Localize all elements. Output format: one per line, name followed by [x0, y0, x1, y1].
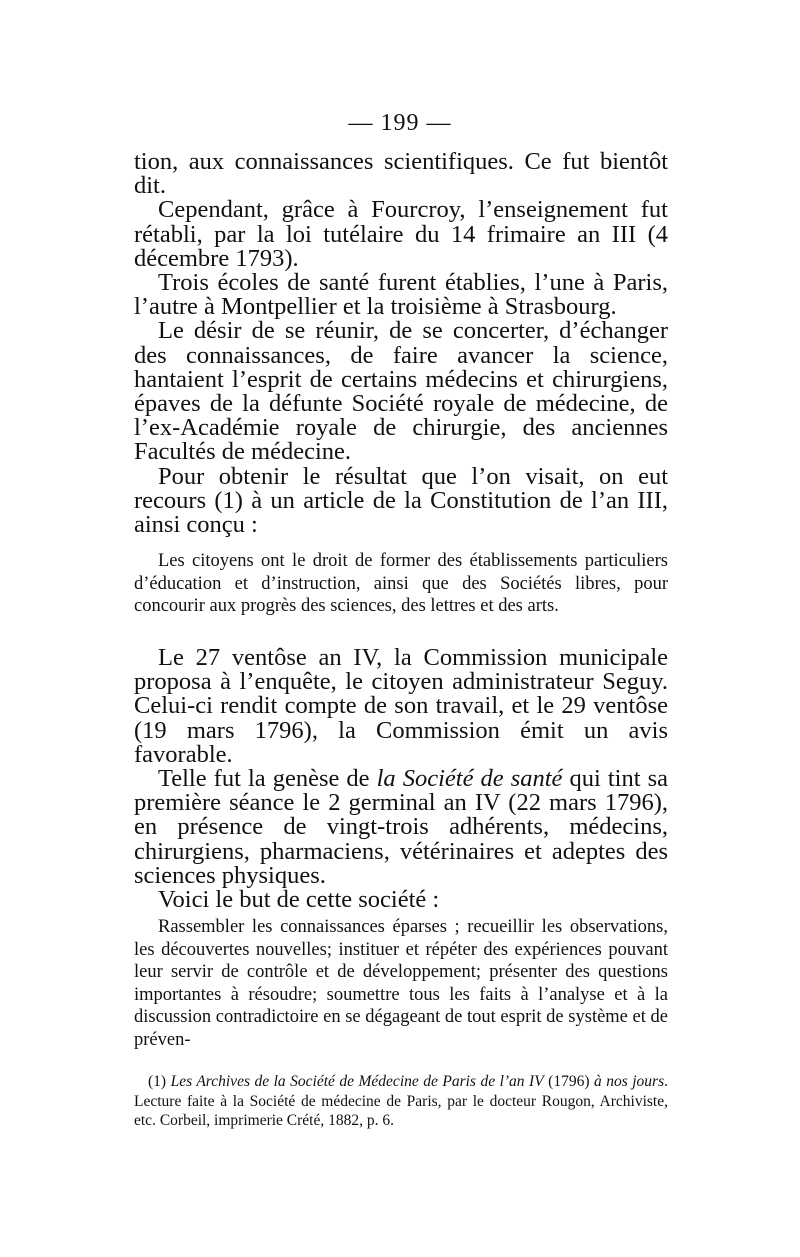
footnote-rest: . Lecture faite à la Société de médecine de Paris, par le docteur Rougon, Archiviste, etc. Corbeil, imprimerie Crété, 1882, p. 6.: [134, 1073, 668, 1129]
footnote-subtitle: à nos jours: [593, 1073, 665, 1090]
footnote-title: Les Archives de la Société de Médecine de Paris de l’an IV: [170, 1073, 544, 1090]
quote-text: Rassembler les connaissances éparses ; recueillir les observations, les découvertes nouvelles; instituer et répéter des expériences pouvant leur servir de contrôle et de développement; présenter des questions importantes à résoudre; soumettre tous les faits à l’analyse et à la discussion contradictoire en se dégageant de tout esprit de système et de préven-: [134, 917, 668, 1050]
paragraph-ventose: Le 27 ventôse an IV, la Commission municipale proposa à l’enquête, le citoyen administrateur Seguy. Celui-ci rendit compte de son travail, et le 29 ventôse (19 mars 1796), la Commission émit un avis favorable.: [134, 644, 668, 768]
societe-de-sante-title: la Société de santé: [376, 765, 563, 793]
quote-text: Les citoyens ont le droit de former des établissements particuliers d’éducation et d’instruction, ainsi que des Sociétés libres, pour concourir aux progrès des sciences, des lettres et des arts.: [134, 551, 668, 616]
main-text-section-2: [134, 646, 668, 912]
footnote-years: (1796): [543, 1073, 594, 1090]
paragraph-desir-de-se-reunir: Le désir de se réunir, de se concerter, d’échanger des connaissances, de faire avancer la science, hantaient l’esprit de certains médecins et chirurgiens, épaves de la défunte Société royale de médecine, de l’ex-Académie royale de chirurgie, des anciennes Facultés de médecine.: [134, 317, 668, 466]
footnote-text: [134, 1072, 668, 1131]
society-goal-quote: [134, 916, 668, 1051]
footnote: [134, 1072, 668, 1131]
genese-text-end: qui tint sa première séance le 2 germinal an IV (22 mars 1796), en présence de vingt-trois adhérents, médecins, chirurgiens, pharmaciens, vétérinaires et adeptes des sciences physiques.: [134, 765, 669, 889]
footnote-marker: (1): [148, 1073, 171, 1090]
main-text-section-1: [134, 150, 668, 537]
genese-text-start: Telle fut la genèse de: [158, 765, 377, 793]
paragraph-continuation: tion, aux connaissances scientifiques. Ce fut bientôt dit.: [134, 148, 668, 200]
paragraph-ecoles-de-sante: Trois écoles de santé furent établies, l’une à Paris, l’autre à Montpellier et la troisième à Strasbourg.: [134, 269, 668, 321]
paragraph-genese: [134, 767, 668, 888]
constitution-quote: [134, 550, 668, 618]
paragraph-but: Voici le but de cette société :: [158, 886, 440, 914]
paragraph-fourcroy: Cependant, grâce à Fourcroy, l’enseignement fut rétabli, par la loi tutélaire du 14 frimaire an III (4 décembre 1793).: [134, 196, 668, 272]
page-number: — 199 —: [348, 110, 452, 136]
paragraph-resultat: Pour obtenir le résultat que l’on visait, on eut recours (1) à un article de la Constitution de l’an III, ainsi conçu :: [134, 462, 668, 539]
